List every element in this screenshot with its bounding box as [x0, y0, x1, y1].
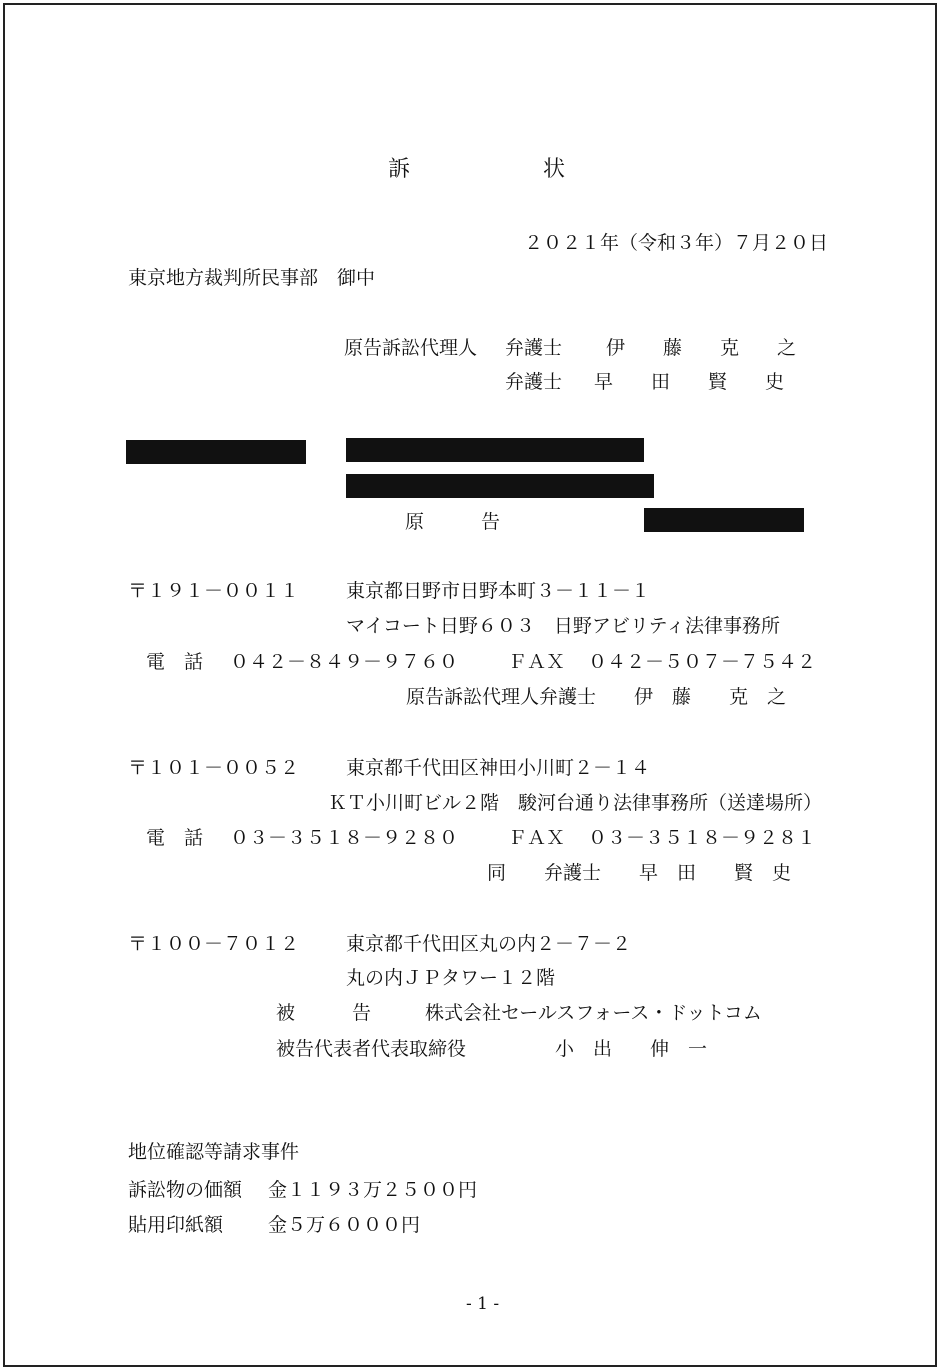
defendant-rep-label: 被告代表者代表取締役 [276, 1038, 467, 1060]
case-name: 地位確認等請求事件 [128, 1141, 300, 1163]
office1-fax: ０４２－５０７－７５４２ [588, 651, 817, 673]
office1-phone: ０４２－８４９－９７６０ [230, 651, 459, 673]
defendant-address-2: 丸の内ＪＰタワー１２階 [346, 967, 556, 989]
office2-postal: 〒１０１－００５２ [128, 757, 300, 779]
defendant-company: 株式会社セールスフォース・ドットコム [425, 1002, 762, 1024]
defendant-postal: 〒１００－７０１２ [128, 933, 300, 955]
page-number: - 1 - [466, 1294, 500, 1314]
redaction-block [126, 440, 306, 464]
office1-postal: 〒１９１－００１１ [128, 580, 300, 602]
stamp-fee-label: 貼用印紙額 [128, 1214, 224, 1236]
office2-address-2: ＫＴ小川町ビル２階 駿河台通り法律事務所（送達場所） [328, 792, 823, 814]
office2-fax: ０３－３５１８－９２８１ [588, 827, 817, 849]
title-char-2: 状 [543, 157, 566, 182]
redaction-block [346, 438, 644, 462]
rep-role: 原告訴訟代理人 [344, 337, 478, 359]
office1-address-2: マイコート日野６０３ 日野アビリティ法律事務所 [346, 615, 780, 637]
redaction-block [644, 508, 804, 532]
rep-title-2: 弁護士 [505, 371, 563, 393]
title-char-1: 訴 [388, 157, 411, 182]
rep-title-1: 弁護士 [505, 337, 563, 359]
court-addressee: 東京地方裁判所民事部 御中 [128, 267, 376, 289]
office2-phone-label: 電 話 [146, 827, 204, 849]
redaction-block [346, 474, 654, 498]
plaintiff-label: 原 告 [405, 511, 501, 533]
office2-address-1: 東京都千代田区神田小川町２－１４ [346, 757, 651, 779]
office1-address-1: 東京都日野市日野本町３－１１－１ [346, 580, 651, 602]
defendant-label: 被 告 [276, 1002, 372, 1024]
office1-rep: 原告訴訟代理人弁護士 伊 藤 克 之 [406, 686, 787, 708]
office2-phone: ０３－３５１８－９２８０ [230, 827, 459, 849]
office2-rep: 同 弁護士 早 田 賢 史 [487, 862, 792, 884]
office1-phone-label: 電 話 [146, 651, 204, 673]
defendant-address-1: 東京都千代田区丸の内２－７－２ [346, 933, 632, 955]
case-value: 金１１９３万２５００円 [268, 1179, 478, 1201]
case-value-label: 訴訟物の価額 [128, 1179, 243, 1201]
rep-name-1: 伊 藤 克 之 [606, 337, 797, 359]
stamp-fee: 金５万６０００円 [268, 1214, 421, 1236]
defendant-rep-name: 小 出 伸 一 [555, 1038, 708, 1060]
filing-date: ２０２１年（令和３年）７月２０日 [524, 232, 829, 254]
office1-fax-label: ＦＡＸ [508, 651, 566, 673]
office2-fax-label: ＦＡＸ [508, 827, 566, 849]
rep-name-2: 早 田 賢 史 [594, 371, 785, 393]
